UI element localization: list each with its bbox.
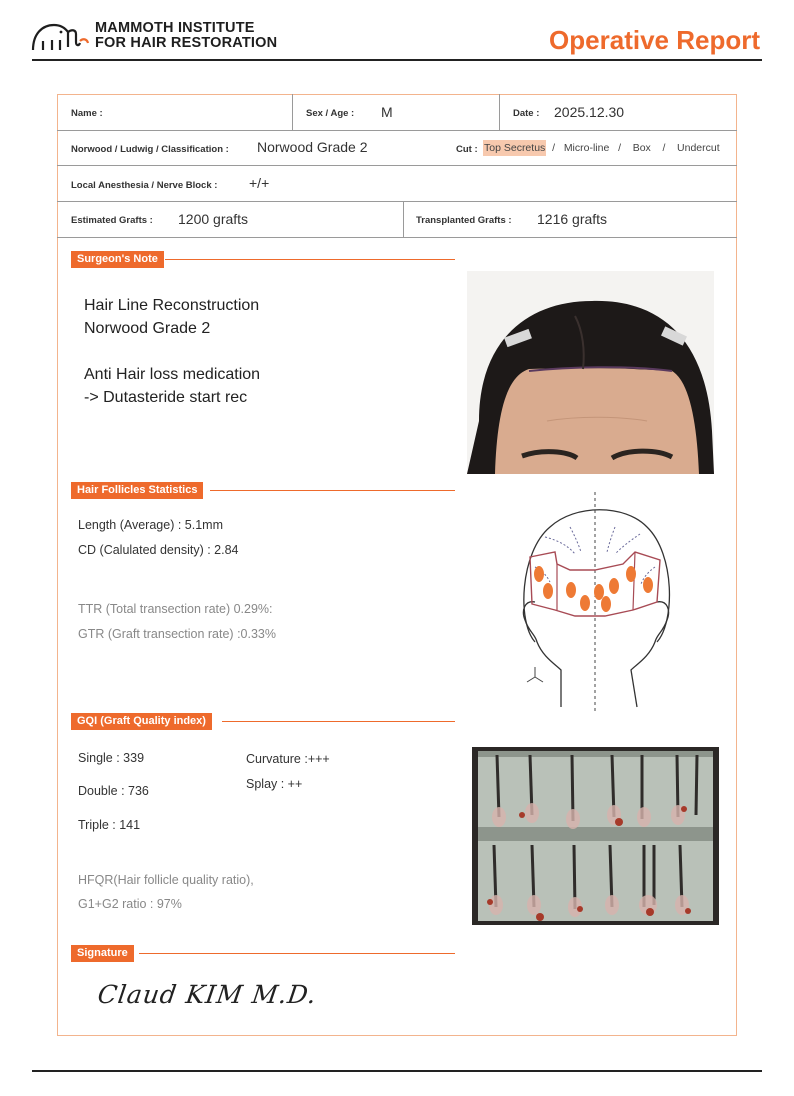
anesthesia-label: Local Anesthesia / Nerve Block : xyxy=(71,180,218,191)
info-row-name xyxy=(57,94,737,131)
signature-heading: Signature xyxy=(71,945,134,962)
transplanted-grafts-label: Transplanted Grafts : xyxy=(416,215,512,226)
divider xyxy=(499,94,500,130)
follicle-stats-heading: Hair Follicles Statistics xyxy=(71,482,203,499)
name-label: Name : xyxy=(71,108,103,119)
gqi-double: Double : 736 xyxy=(78,784,149,798)
section-rule xyxy=(210,490,455,491)
note-line xyxy=(84,340,260,363)
sex-age-value: M xyxy=(381,104,393,120)
graft-microscope-photo xyxy=(472,747,719,925)
header-divider xyxy=(32,59,762,61)
g1g2-ratio: G1+G2 ratio : 97% xyxy=(78,897,182,911)
estimated-grafts-label: Estimated Grafts : xyxy=(71,215,153,226)
cut-options: Top Secretus / Micro-line / Box / Undercut xyxy=(484,142,720,154)
cut-option-top-secretus: Top Secretus xyxy=(484,142,546,154)
length-average: Length (Average) : 5.1mm xyxy=(78,518,223,532)
logo-line-2: FOR HAIR RESTORATION xyxy=(95,35,278,51)
date-label: Date : xyxy=(513,108,540,119)
cut-option-box: Box xyxy=(632,142,651,154)
calculated-density: CD (Calulated density) : 2.84 xyxy=(78,543,239,557)
gqi-curvature: Curvature :+++ xyxy=(246,752,330,766)
divider xyxy=(292,94,293,130)
note-line: Anti Hair loss medication xyxy=(84,366,261,383)
footer-divider xyxy=(32,1070,762,1072)
anesthesia-value: +/+ xyxy=(249,175,270,191)
date-value: 2025.12.30 xyxy=(554,104,625,120)
section-rule xyxy=(165,259,455,260)
section-rule xyxy=(222,721,455,722)
total-transection-rate: TTR (Total transection rate) 0.29%: xyxy=(78,602,273,616)
note-line: Norwood Grade 2 xyxy=(84,320,211,337)
surgeon-note-text xyxy=(84,294,260,409)
classification-value: Norwood Grade 2 xyxy=(257,139,368,155)
note-line: Hair Line Reconstruction xyxy=(84,297,260,314)
cut-option-undercut: Undercut xyxy=(677,142,720,154)
donor-area-diagram xyxy=(515,492,675,714)
sex-age-label: Sex / Age : xyxy=(306,108,355,119)
note-line: -> Dutasteride start rec xyxy=(84,389,248,406)
gqi-heading: GQI (Graft Quality index) xyxy=(71,713,212,730)
institute-name xyxy=(95,21,277,51)
classification-label: Norwood / Ludwig / Classification : xyxy=(71,144,229,155)
gqi-splay: Splay : ++ xyxy=(246,777,303,791)
cut-option-micro-line: Micro-line xyxy=(563,142,610,154)
logo-line-1: MAMMOTH INSTITUTE xyxy=(95,20,255,36)
hairline-photo xyxy=(467,271,714,474)
hfqr-label: HFQR(Hair follicle quality ratio), xyxy=(78,873,254,887)
graft-transection-rate: GTR (Graft transection rate) :0.33% xyxy=(78,627,276,641)
surgeon-signature: Claud KIM M.D. xyxy=(95,980,319,1009)
info-row-grafts xyxy=(57,201,737,238)
estimated-grafts-value: 1200 grafts xyxy=(178,211,249,227)
logo-icon xyxy=(30,20,92,52)
gqi-single: Single : 339 xyxy=(78,751,145,765)
gqi-triple: Triple : 141 xyxy=(78,818,141,832)
section-rule xyxy=(139,953,455,954)
divider xyxy=(403,201,404,237)
page-title: Operative Report xyxy=(549,25,760,55)
transplanted-grafts-value: 1216 grafts xyxy=(537,211,608,227)
surgeon-note-heading: Surgeon's Note xyxy=(71,251,164,268)
cut-label: Cut : xyxy=(456,144,478,155)
